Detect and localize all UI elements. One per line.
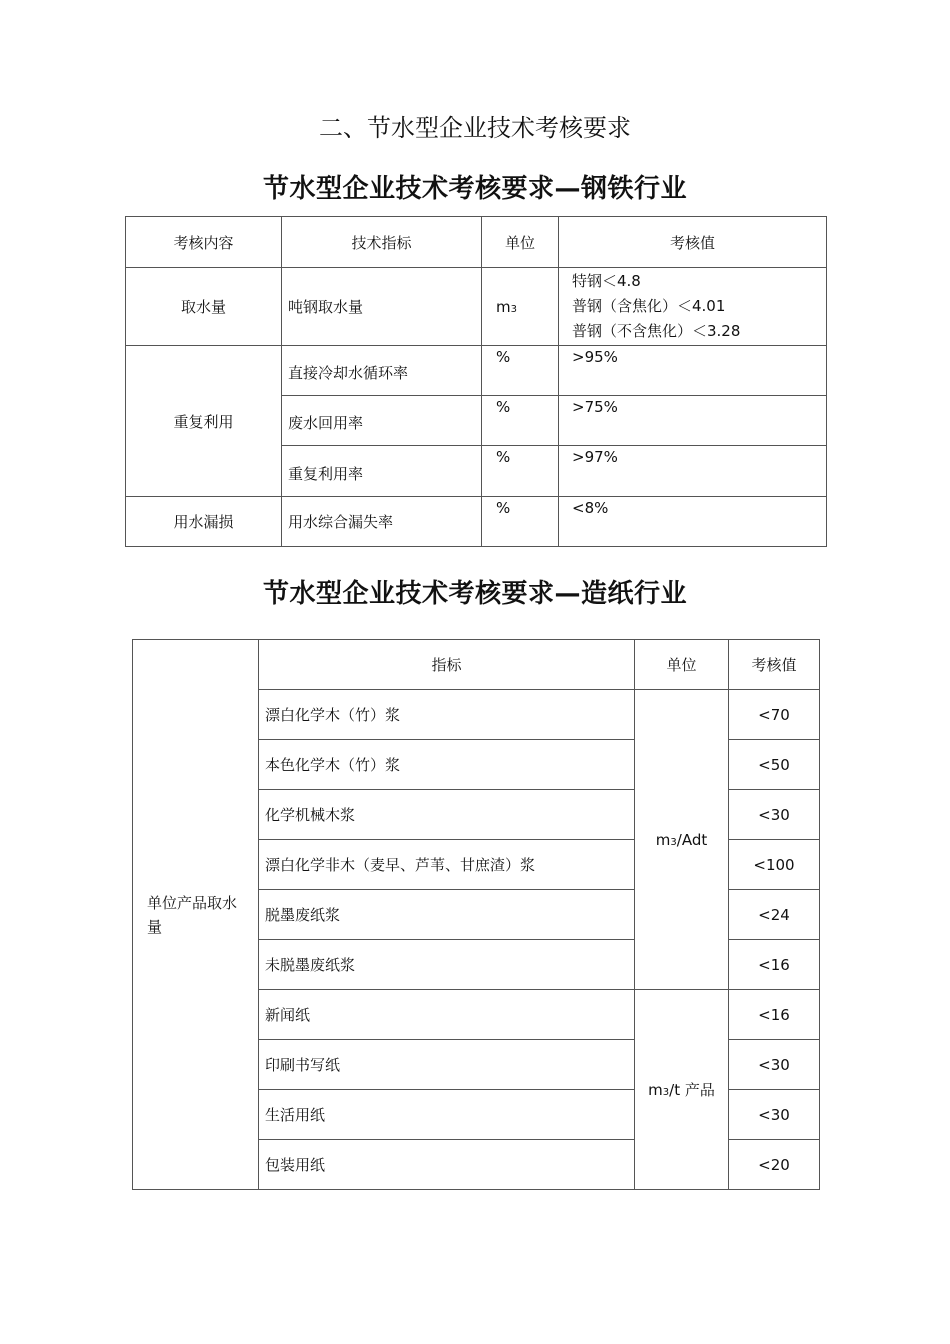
value-cell: <30: [729, 1090, 820, 1140]
indicator-cell: 废水回用率: [282, 396, 482, 446]
indicator-cell: 用水综合漏失率: [282, 497, 482, 547]
paper-assessment-table: [132, 639, 820, 1190]
header-cell: 单位: [635, 640, 729, 690]
indicator-cell: 脱墨废纸浆: [259, 890, 635, 940]
value-line: 普钢（不含焦化）＜3.28: [572, 322, 741, 340]
indicator-cell: 新闻纸: [259, 990, 635, 1040]
indicator-cell: 漂白化学非木（麦早、芦苇、甘庶渣）浆: [259, 840, 635, 890]
unit-base: m: [496, 297, 511, 316]
category-cell: 用水漏损: [126, 497, 282, 547]
value-cell: <24: [729, 890, 820, 940]
header-cell: 考核值: [559, 217, 827, 268]
header-cell: 指标: [259, 640, 635, 690]
value-cell: <16: [729, 990, 820, 1040]
category-cell: 重复利用: [126, 346, 282, 497]
table-row: [126, 497, 827, 547]
unit-rest: /t 产品: [669, 1081, 715, 1099]
indicator-cell: 吨钢取水量: [282, 268, 482, 346]
value-cell: >97%: [559, 446, 827, 497]
section-heading: 二、节水型企业技术考核要求: [319, 114, 631, 142]
unit-cell: [635, 690, 729, 990]
table-header-row: [133, 640, 820, 690]
indicator-cell: 重复利用率: [282, 446, 482, 497]
indicator-cell: 化学机械木浆: [259, 790, 635, 840]
value-line: 普钢（含焦化）＜4.01: [572, 297, 726, 315]
value-cell: <16: [729, 940, 820, 990]
unit-superscript: 3: [510, 303, 517, 315]
value-cell: <30: [729, 790, 820, 840]
value-cell: [559, 268, 827, 346]
table-header-row: [126, 217, 827, 268]
unit-cell: %: [482, 446, 559, 497]
unit-superscript: 3: [670, 836, 677, 848]
unit-cell: %: [482, 396, 559, 446]
header-cell: 考核值: [729, 640, 820, 690]
value-cell: <20: [729, 1140, 820, 1190]
indicator-cell: 生活用纸: [259, 1090, 635, 1140]
indicator-cell: 印刷书写纸: [259, 1040, 635, 1090]
value-cell: <70: [729, 690, 820, 740]
unit-cell: %: [482, 497, 559, 547]
table-row: [126, 268, 827, 346]
value-cell: <30: [729, 1040, 820, 1090]
category-cell: 单位产品取水量: [133, 640, 259, 1190]
category-cell: 取水量: [126, 268, 282, 346]
header-cell: 技术指标: [282, 217, 482, 268]
value-line: 特钢＜4.8: [572, 272, 641, 290]
indicator-cell: 直接冷却水循环率: [282, 346, 482, 396]
value-cell: <8%: [559, 497, 827, 547]
header-cell: 考核内容: [126, 217, 282, 268]
unit-cell: %: [482, 346, 559, 396]
table-row: [126, 346, 827, 396]
value-cell: >75%: [559, 396, 827, 446]
steel-table-title: 节水型企业技术考核要求—钢铁行业: [262, 174, 687, 204]
indicator-cell: 漂白化学木（竹）浆: [259, 690, 635, 740]
value-cell: <50: [729, 740, 820, 790]
unit-rest: /Adt: [676, 830, 708, 849]
unit-superscript: 3: [662, 1087, 670, 1098]
unit-cell: [635, 990, 729, 1190]
indicator-cell: 包装用纸: [259, 1140, 635, 1190]
value-cell: <100: [729, 840, 820, 890]
unit-base: m: [648, 1081, 663, 1099]
unit-cell: [482, 268, 559, 346]
value-cell: >95%: [559, 346, 827, 396]
paper-table-title: 节水型企业技术考核要求—造纸行业: [262, 579, 687, 609]
unit-base: m: [655, 830, 671, 849]
indicator-cell: 未脱墨废纸浆: [259, 940, 635, 990]
steel-assessment-table: [125, 216, 827, 547]
header-cell: 单位: [482, 217, 559, 268]
indicator-cell: 本色化学木（竹）浆: [259, 740, 635, 790]
